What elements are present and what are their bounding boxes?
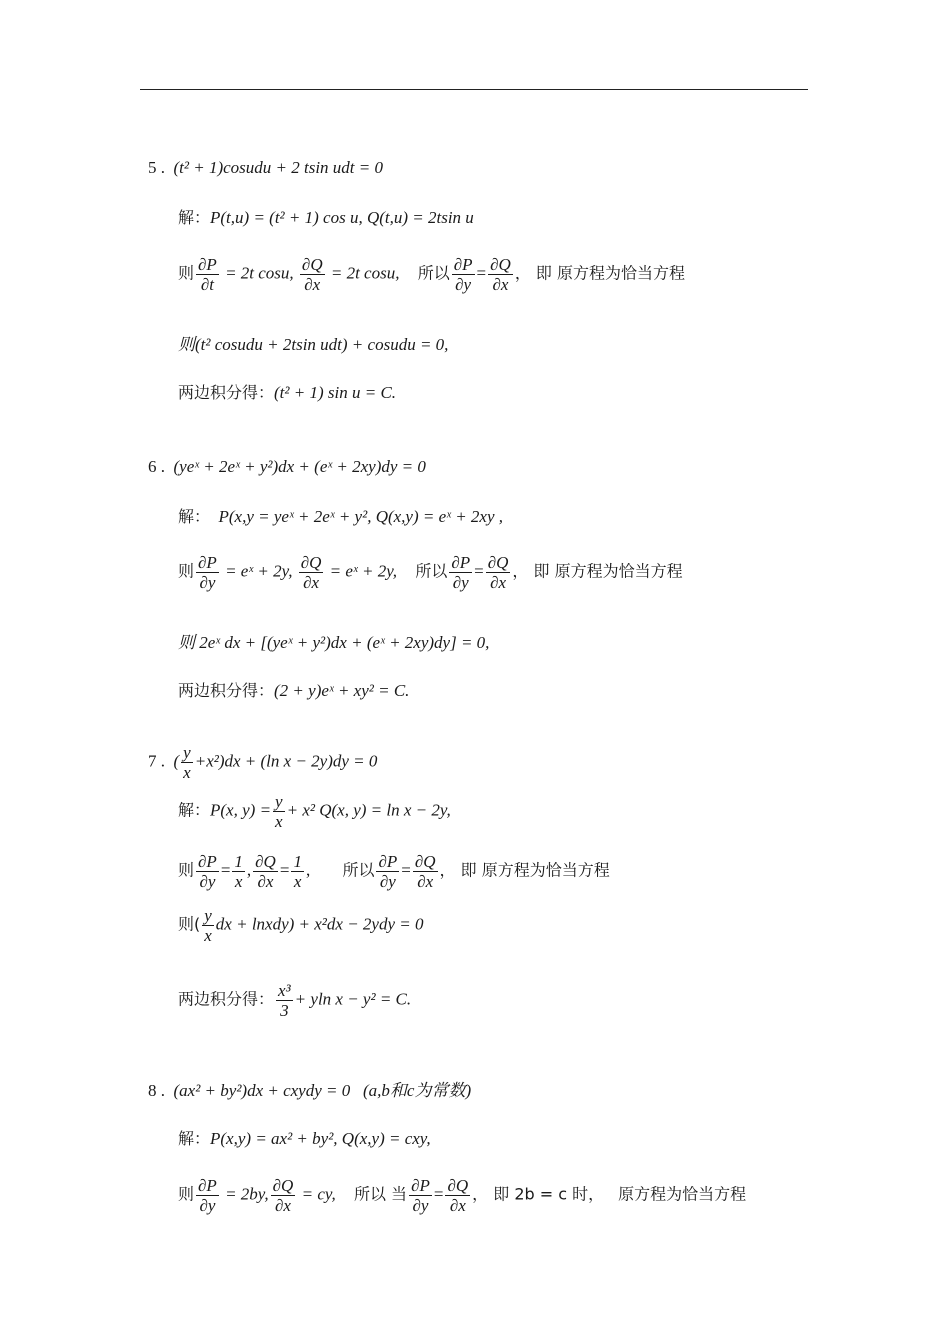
problem-number: 6 . (148, 457, 165, 476)
problem-6-integral (178, 681, 409, 701)
conclusion: ， 即 原方程为恰当方程 (512, 561, 683, 581)
step-fraction: $\frac{y}{x}$ (204, 906, 212, 945)
derivative-prefix: 则 (178, 1184, 195, 1204)
partial-q-fraction: $\frac{\partial Q}{\partial x}$ (301, 255, 323, 294)
problem-7-step (178, 906, 423, 945)
derivative-prefix: 则 (178, 561, 195, 581)
solution-prefix: 解： (178, 800, 211, 820)
solution-prefix: 解： (178, 208, 211, 227)
eq-q-fraction: $\frac{\partial Q}{\partial x}$ (487, 553, 509, 592)
integral-result: (2 + y)eˣ + xy² = C. (274, 681, 410, 700)
solution-prefix: 解： (178, 507, 211, 526)
eq-p-fraction: $\frac{\partial P}{\partial y}$ (411, 1176, 430, 1215)
partial-p-fraction: $\frac{\partial P}{\partial t}$ (198, 255, 217, 294)
problem-6-solution (178, 507, 503, 527)
solution-text: P(x,y = yeˣ + 2eˣ + y², Q(x,y) = eˣ + 2xy , (218, 507, 504, 526)
problem-7-integral (178, 981, 411, 1020)
so-prefix: 所以 (415, 561, 448, 581)
problem-8-statement (148, 1081, 471, 1101)
partial-p-fraction: $\frac{\partial P}{\partial y}$ (198, 852, 217, 891)
equation-note: (a,b和c为常数) (363, 1081, 472, 1100)
partial-p-value: = 2t cosu, (225, 263, 294, 283)
problem-equation: +x²)dx + (ln x − 2y)dy = 0 (194, 751, 378, 771)
solution-text: P(t,u) = (t² + 1) cos u, Q(t,u) = 2tsin u (210, 208, 474, 227)
condition: ， 即 2b = c 时， (472, 1184, 605, 1204)
one-over-x-fraction: $\frac{1}{x}$ (293, 852, 302, 891)
problem-number: 8 . (148, 1081, 165, 1100)
eq-p-fraction: $\frac{\partial P}{\partial y}$ (453, 255, 473, 294)
partial-p-value: = eˣ + 2y, (225, 561, 293, 581)
conclusion: ， 即 原方程为恰当方程 (439, 860, 610, 880)
problem-6-statement (148, 457, 426, 477)
partial-q-value: = cy, (301, 1184, 336, 1204)
step-open: 则( (178, 914, 201, 934)
problem-number: 7 . (148, 751, 165, 771)
integral-result: + yln x − y² = C. (294, 989, 412, 1009)
so-prefix: 所以 (342, 860, 375, 880)
header-rule (140, 89, 808, 90)
problem-equation: (t² + 1)cosudu + 2 tsin udt = 0 (173, 158, 384, 177)
problem-6-derivatives: 则 $\frac{\partial P}{\partial y}$ = eˣ + 2y, $\frac{\partial Q}{\partial x}$ = eˣ + 2y, 所以 $\frac{\partial P}{\partial y}$ = $\frac{\partial Q}{\partial x}$ ， 即 原方程为恰当方程 (178, 553, 683, 592)
eq-q-fraction: $\frac{\partial Q}{\partial x}$ (414, 852, 436, 891)
integral-fraction: $\frac{\text{x³}}{3}$ (278, 981, 291, 1020)
one-over-x-fraction: $\frac{1}{x}$ (234, 852, 243, 891)
problem-5-statement (148, 158, 383, 178)
problem-5-step (178, 335, 448, 355)
partial-p-fraction: $\frac{\partial P}{\partial y}$ (198, 553, 217, 592)
derivative-prefix: 则 (178, 860, 195, 880)
so-prefix: 所以 (417, 263, 450, 283)
eq-p-fraction: $\frac{\partial P}{\partial y}$ (451, 553, 471, 592)
so-prefix: 所以 当 (353, 1184, 408, 1204)
partial-p-fraction: $\frac{\partial P}{\partial y}$ (198, 1176, 217, 1215)
partial-q-fraction: $\frac{\partial Q}{\partial x}$ (272, 1176, 294, 1215)
partial-p-value: = 2by, (225, 1184, 269, 1204)
problem-7-derivatives: 则 $\frac{\partial P}{\partial y}$ = $\frac{1}{x}$ , $\frac{\partial Q}{\partial x}$ = $\frac{1}{x}$ , 所以 $\frac{\partial P}{\partial y}$ = $\frac{\partial Q}{\partial x}$ ， 即 原方程为恰当方程 (178, 852, 610, 891)
solution-rhs: + x² Q(x, y) = ln x − 2y, (286, 800, 451, 820)
problem-equation: (yeˣ + 2eˣ + y²)dx + (eˣ + 2xy)dy = 0 (173, 457, 426, 476)
problem-equation: (ax² + by²)dx + cxydy = 0 (173, 1081, 351, 1100)
solution-fraction: $\frac{y}{x}$ (275, 792, 283, 831)
conclusion: ， 即 原方程为恰当方程 (514, 263, 685, 283)
problem-5-solution (178, 208, 474, 228)
problem-5-integral (178, 383, 396, 403)
partial-q-value: = 2t cosu, (330, 263, 400, 283)
integral-label: 两边积分得： (178, 681, 275, 700)
problem-6-step (178, 633, 489, 653)
partial-q-value: = eˣ + 2y, (329, 561, 398, 581)
problem-8-solution (178, 1129, 431, 1149)
solution-lhs: P(x, y) = (210, 800, 272, 820)
integral-label: 两边积分得： (178, 383, 275, 402)
step-text: dx + lnxdy) + x²dx − 2ydy = 0 (215, 914, 424, 934)
derivative-prefix: 则 (178, 263, 195, 283)
eq-q-fraction: $\frac{\partial Q}{\partial x}$ (447, 1176, 469, 1215)
problem-5-derivatives: 则 $\frac{\partial P}{\partial t}$ = 2t cosu, $\frac{\partial Q}{\partial x}$ = 2t cosu, 所以 $\frac{\partial P}{\partial y}$ = $\frac{\partial Q}{\partial x}$ ， 即 原方程为恰当方程 (178, 255, 685, 294)
eq-p-fraction: $\frac{\partial P}{\partial y}$ (378, 852, 398, 891)
eq-q-fraction: $\frac{\partial Q}{\partial x}$ (490, 255, 511, 294)
equation-open: ( (173, 751, 180, 771)
problem-7-solution (178, 792, 451, 831)
solution-prefix: 解： (178, 1129, 211, 1148)
problem-number: 5 . (148, 158, 165, 177)
problem-8-derivatives: 则 $\frac{\partial P}{\partial y}$ = 2by, $\frac{\partial Q}{\partial x}$ = cy, 所以 当 $\frac{\partial P}{\partial y}$ = $\frac{\partial Q}{\partial x}$ ， 即 2b = c 时， 原方程为恰当方程 (178, 1176, 747, 1215)
partial-q-fraction: $\frac{\partial Q}{\partial x}$ (255, 852, 276, 891)
conclusion: 原方程为恰当方程 (618, 1184, 747, 1204)
step-text: 则(t² cosudu + 2tsin udt) + cosudu = 0, (178, 335, 449, 354)
partial-q-fraction: $\frac{\partial Q}{\partial x}$ (300, 553, 322, 592)
integral-result: (t² + 1) sin u = C. (274, 383, 397, 402)
problem-7-statement (148, 743, 377, 782)
step-text: 则 2eˣ dx + [(yeˣ + y²)dx + (eˣ + 2xy)dy] = 0, (178, 633, 490, 652)
integral-label: 两边积分得： (178, 989, 275, 1009)
solution-text: P(x,y) = ax² + by², Q(x,y) = cxy, (210, 1129, 431, 1148)
equation-fraction: $\frac{y}{x}$ (183, 743, 191, 782)
